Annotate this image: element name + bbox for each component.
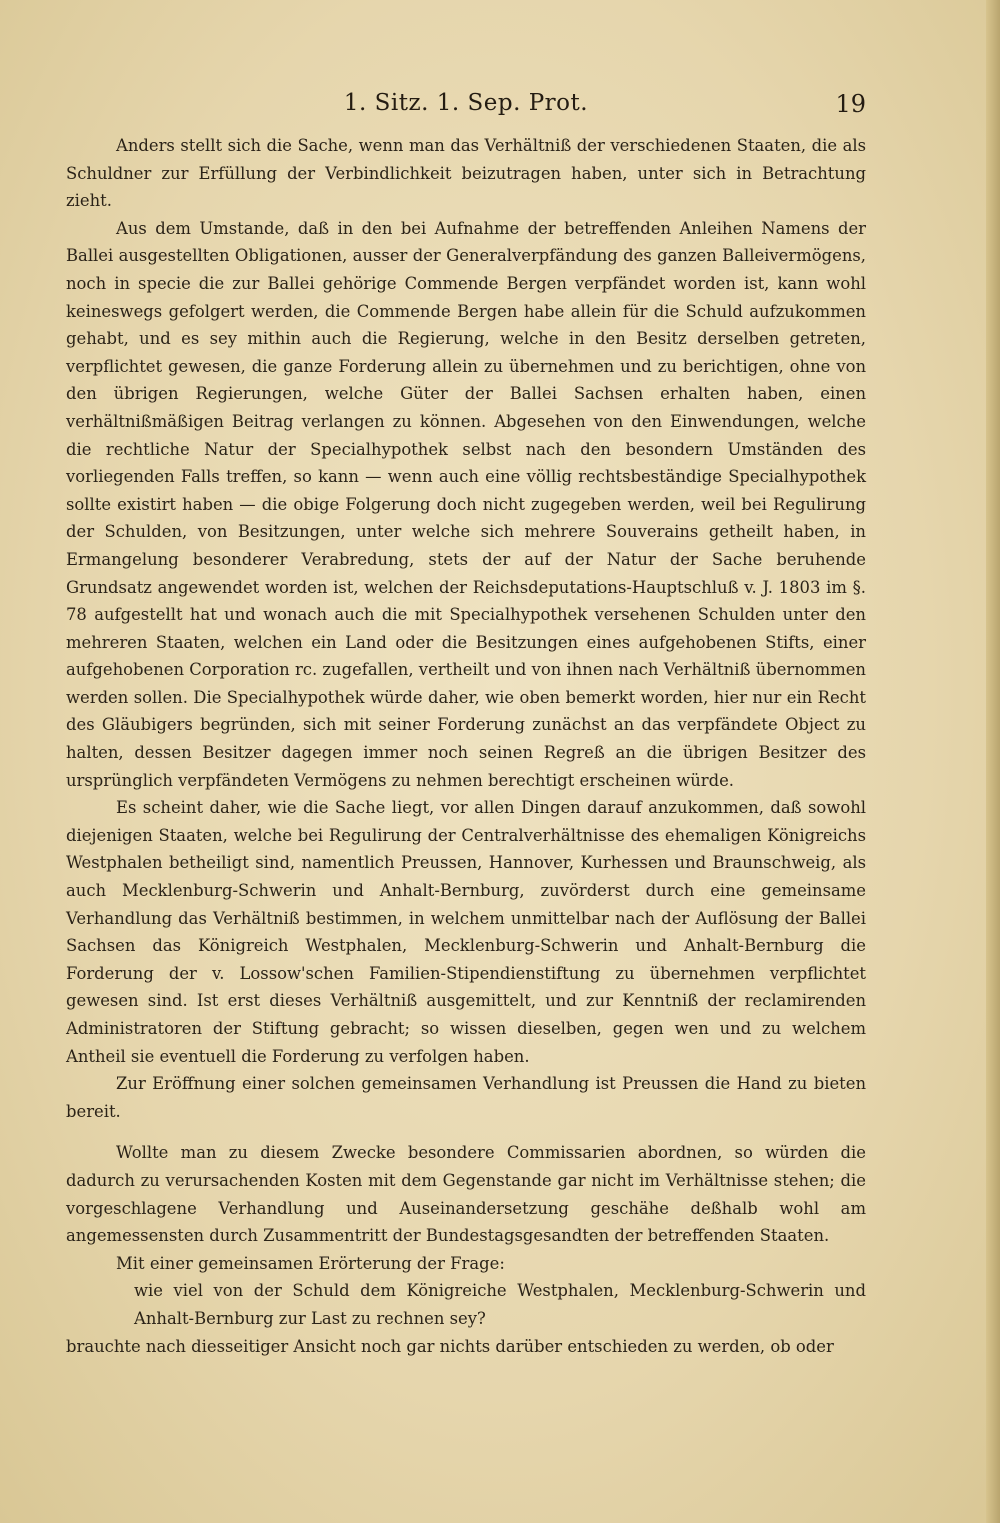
- paragraph: Aus dem Umstande, daß in den bei Aufnahme der betreffenden Anleihen Namens der Ballei ausgestellten Obligationen, ausser der Generalverpfändung des ganzen Balleivermögens, noch in specie die zur Ballei gehörige Commende Bergen verpfändet worden ist, kann wohl keineswegs gefolgert werden, die Commende Bergen habe allein für die Schuld aufzukommen gehabt, und es sey mithin auch die Regierung, welche in den Besitz derselben getreten, verpflichtet gewesen, die ganze Forderung allein zu übernehmen und zu berichtigen, ohne von den übrigen Regierungen, welche Güter der Ballei Sachsen erhalten haben, einen verhältnißmäßigen Beitrag verlangen zu können. Abgesehen von den Einwendungen, welche die rechtliche Natur der Specialhypothek selbst nach den besondern Umständen des vorliegenden Falls treffen, so kann — wenn auch eine völlig rechtsbeständige Specialhypothek sollte existirt haben — die obige Folgerung doch nicht zugegeben werden, weil bei Regulirung der Schulden, von Besitzungen, unter welche sich mehrere Souverains getheilt haben, in Ermangelung besonderer Verabredung, stets der auf der Natur der Sache beruhende Grundsatz angewendet worden ist, welchen der Reichsdeputations-Hauptschluß v. J. 1803 im §. 78 aufgestellt hat und wonach auch die mit Specialhypothek versehenen Schulden unter den mehreren Staaten, welchen ein Land oder die Besitzungen eines aufgehobenen Stifts, einer aufgehobenen Corporation rc. zugefallen, vertheilt und von ihnen nach Verhältniß übernommen werden sollen. Die Specialhypothek würde daher, wie oben bemerkt worden, hier nur ein Recht des Gläubigers begründen, sich mit seiner Forderung zunächst an das verpfändete Object zu halten, dessen Besitzer dagegen immer noch seinen Regreß an die übrigen Besitzer des ursprünglich verpfändeten Vermögens zu nehmen berechtigt erscheinen würde.: [66, 218, 866, 790]
- body-text: [66, 132, 866, 1360]
- paragraph: Zur Eröffnung einer solchen gemeinsamen Verhandlung ist Preussen die Hand zu bieten bereit.: [66, 1074, 866, 1121]
- quoted-question: wie viel von der Schuld dem Königreiche Westphalen, Mecklenburg-Schwerin und Anhalt-Bernburg zur Last zu rechnen sey?: [134, 1281, 866, 1328]
- paragraph: Es scheint daher, wie die Sache liegt, vor allen Dingen darauf anzukommen, daß sowohl diejenigen Staaten, welche bei Regulirung der Centralverhältnisse des ehemaligen Königreichs Westphalen betheiligt sind, namentlich Preussen, Hannover, Kurhessen und Braunschweig, als auch Mecklenburg-Schwerin und Anhalt-Bernburg, zuvörderst durch eine gemeinsame Verhandlung das Verhältniß bestimmen, in welchem unmittelbar nach der Auflösung der Ballei Sachsen das Königreich Westphalen, Mecklenburg-Schwerin und Anhalt-Bernburg die Forderung der v. Lossow'schen Familien-Stipendienstiftung zu übernehmen verpflichtet gewesen sind. Ist erst dieses Verhältniß ausgemittelt, und zur Kenntniß der reclamirenden Administratoren der Stiftung gebracht; so wissen dieselben, gegen wen und zu welchem Antheil sie eventuell die Forderung zu verfolgen haben.: [66, 798, 866, 1066]
- paragraph: brauchte nach diesseitiger Ansicht noch gar nichts darüber entschieden zu werden, ob oder: [66, 1336, 834, 1356]
- paragraph: Anders stellt sich die Sache, wenn man das Verhältniß der verschiedenen Staaten, die als Schuldner zur Erfüllung der Verbindlichkeit beizutragen haben, unter sich in Betrachtung zieht.: [66, 136, 866, 211]
- running-title: 1. Sitz. 1. Sep. Prot.: [343, 90, 589, 116]
- paragraph: Wollte man zu diesem Zwecke besondere Commissarien abordnen, so würden die dadurch zu verursachenden Kosten mit dem Gegenstande gar nicht im Verhältnisse stehen; die vorgeschlagene Verhandlung und Auseinandersetzung geschähe deßhalb wohl am angemessensten durch Zusammentritt der Bundestagsgesandten der betreffenden Staaten.: [66, 1143, 866, 1246]
- paragraph: Mit einer gemeinsamen Erörterung der Frage:: [116, 1253, 505, 1273]
- page-number: 19: [835, 90, 866, 118]
- page-header: [66, 90, 866, 126]
- page-edge: [986, 0, 1000, 1523]
